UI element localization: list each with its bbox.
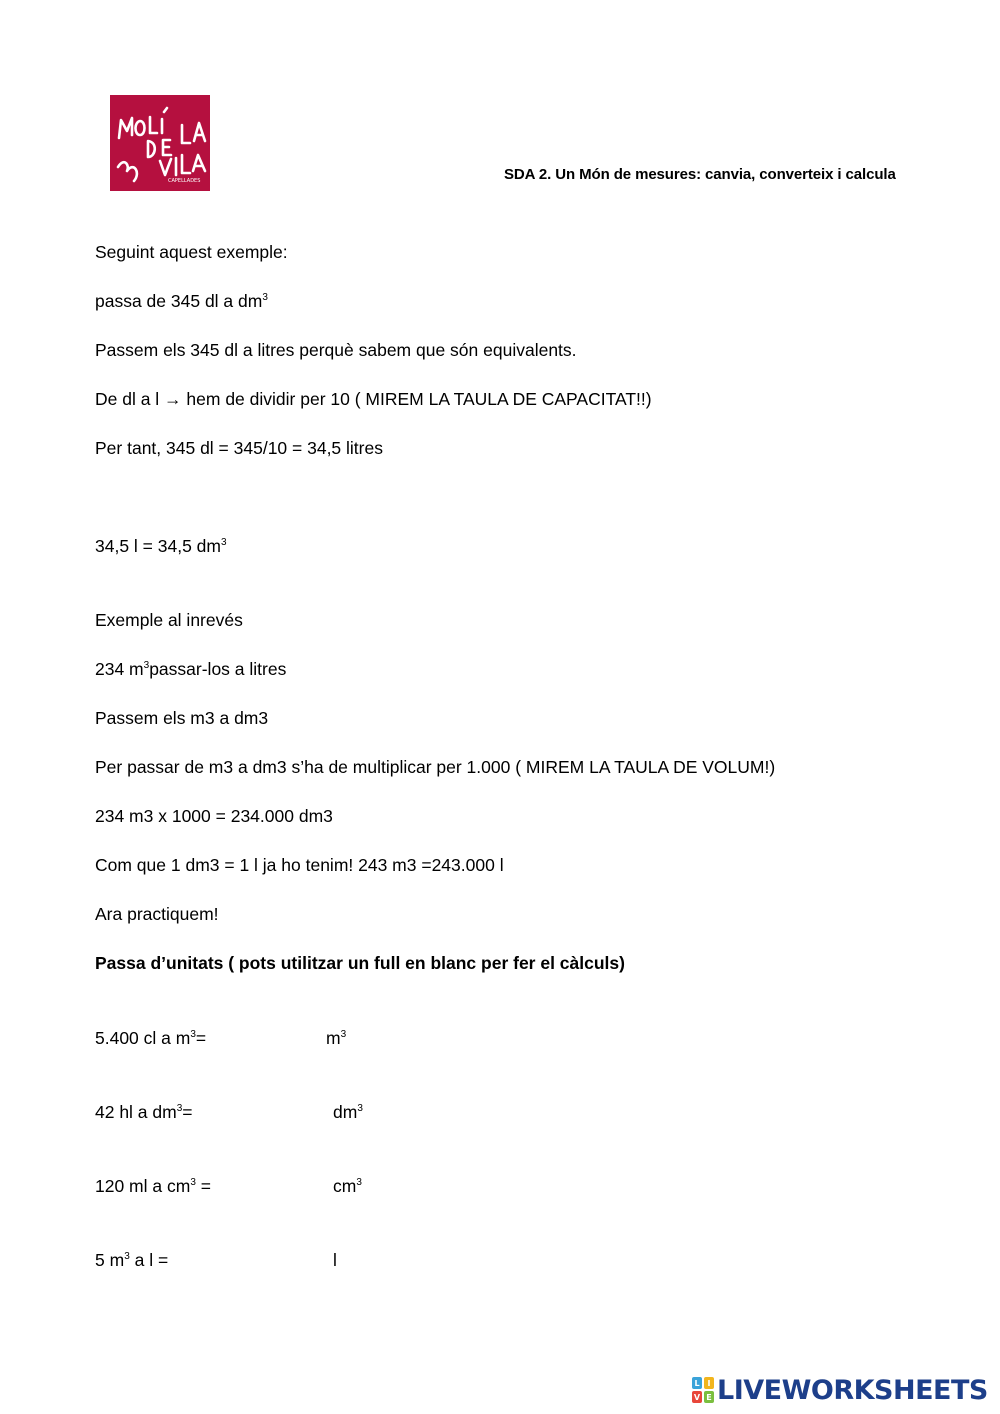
exercise-2: 42 hl a $dm^3=$	[95, 1102, 193, 1122]
exercise-1: 5.400 cl a $m^3=$	[95, 1028, 207, 1048]
text-line: 234 $m^3passar$-los a litres	[95, 659, 287, 679]
svg-text:I: I	[707, 1379, 711, 1388]
liveworksheets-logo	[692, 1374, 988, 1406]
svg-text:L: L	[694, 1379, 700, 1388]
logo	[110, 95, 210, 191]
liveworksheets-brand: LIVEWORKSHEETS	[717, 1374, 988, 1406]
exercise-3: 120 ml a $cm^3$ =	[95, 1176, 211, 1196]
text-line: Per tant, 345 dl = 345/10 = 34,5 litres	[95, 438, 383, 458]
exercise-3-unit: $cm^3$	[333, 1176, 362, 1196]
text-line: Passem els m3 a dm3	[95, 708, 269, 728]
logo-sub: CAPELLADES	[168, 178, 201, 184]
text-line: Seguint aquest exemple:	[95, 242, 288, 262]
text-line: Per passar de m3 a dm3 s’ha de multiplicar per 1.000 ( MIREM LA TAULA DE VOLUM!)	[95, 757, 776, 777]
text-line: Com que 1 dm3 = 1 l ja ho tenim! 243 m3 =243.000 l	[95, 855, 504, 875]
exercise-1-unit: $m^3$	[326, 1028, 347, 1048]
text-line: De dl a l → hem de dividir per 10 ( MIREM LA TAULA DE CAPACITAT!!)	[95, 389, 652, 409]
exercise-4: 5 $m^3$ a l =	[95, 1250, 169, 1270]
text-line: Ara practiquem!	[95, 904, 219, 924]
exercise-2-unit: $dm^3$	[333, 1102, 363, 1122]
text-line: Passem els 345 dl a litres perquè sabem que són equivalents.	[95, 340, 577, 360]
svg-text:E: E	[706, 1393, 712, 1402]
text-line: Exemple al inrevés	[95, 610, 243, 630]
exercise-4-unit: l	[333, 1250, 337, 1270]
text-line: 34,5 l = 34,5 $dm^3$	[95, 536, 227, 556]
text-line: 234 m3 x 1000 = 234.000 dm3	[95, 806, 333, 826]
exercise-instructions: Passa d’unitats ( pots utilitzar un full en blanc per fer el càlculs)	[95, 953, 625, 973]
text-line: passa de 345 dl a $dm^3$	[95, 291, 268, 311]
svg-text:V: V	[693, 1393, 701, 1402]
page-title: SDA 2. Un Món de mesures: canvia, converteix i calcula	[504, 166, 896, 183]
liveworksheets-icon	[692, 1377, 714, 1403]
